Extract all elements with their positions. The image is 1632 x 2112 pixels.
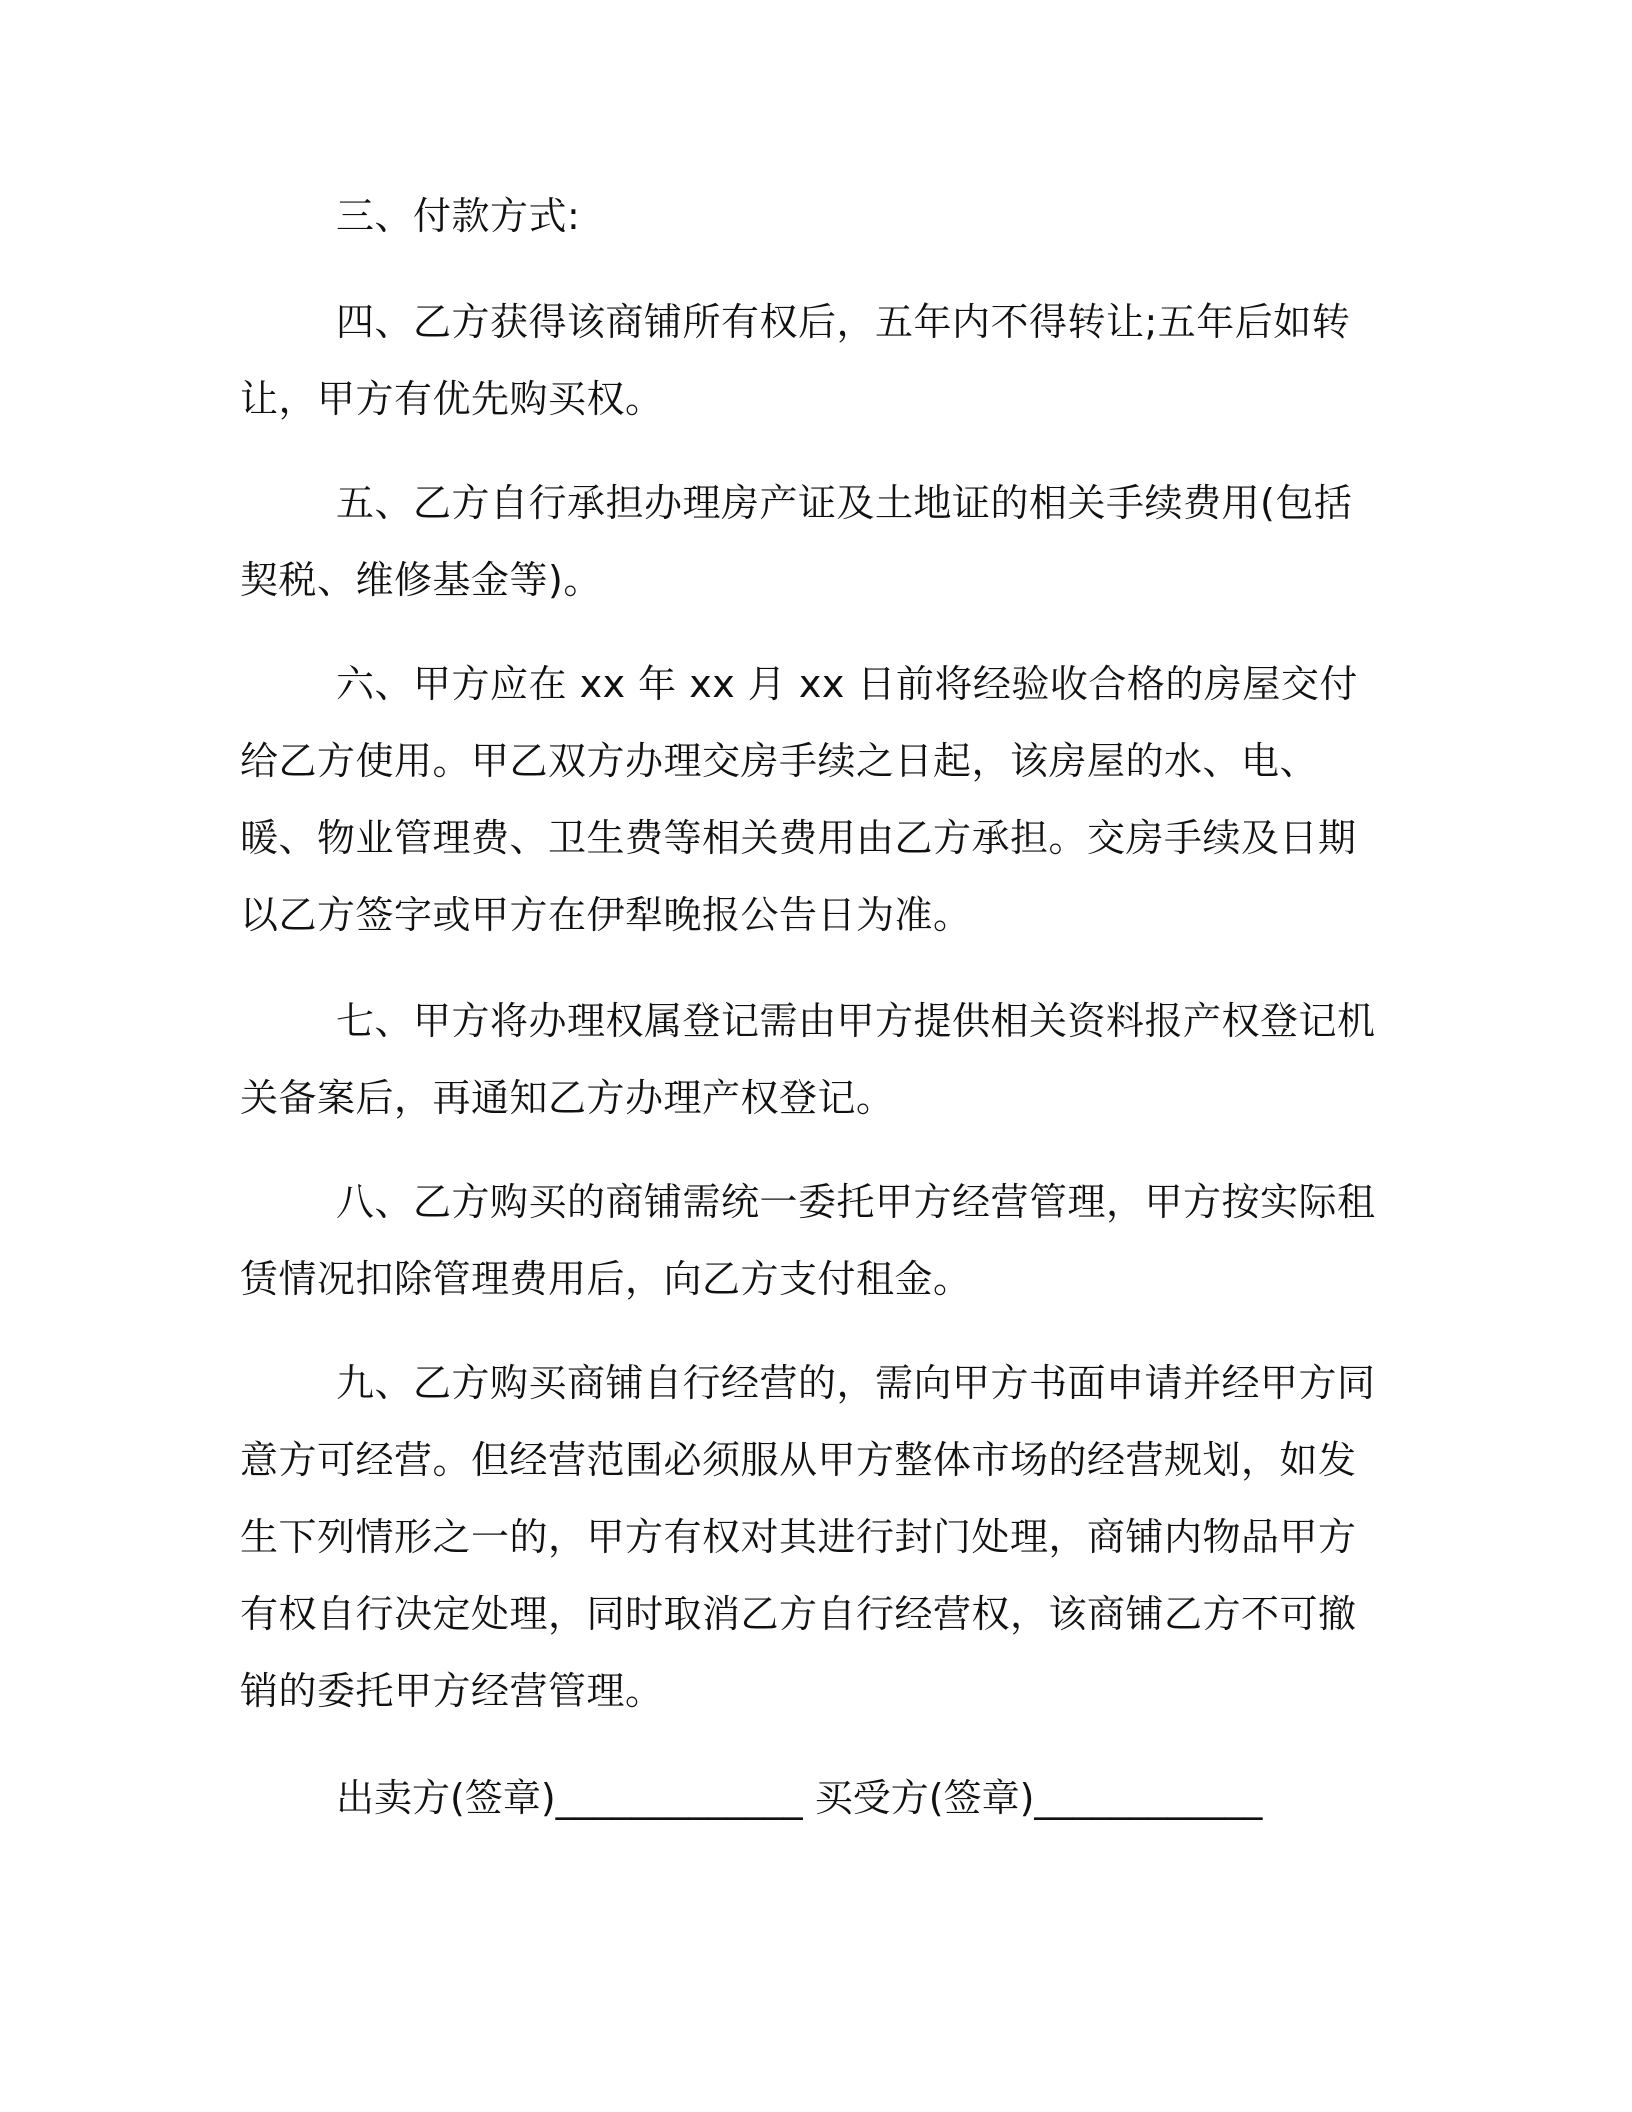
clause-4-transfer: 四、乙方获得该商铺所有权后，五年内不得转让;五年后如转让，甲方有优先购买权。: [240, 300, 1351, 421]
clause-8-management: 八、乙方购买的商铺需统一委托甲方经营管理，甲方按实际租赁情况扣除管理费用后，向乙方支付租金。: [240, 1180, 1376, 1301]
buyer-signature-blank: ____________: [1034, 1776, 1263, 1820]
clause-7-registration: 七、甲方将办理权属登记需由甲方提供相关资料报产权登记机关备案后，再通知乙方办理产权登记。: [240, 999, 1376, 1120]
clause-9-self-operation: 九、乙方购买商铺自行经营的，需向甲方书面申请并经甲方同意方可经营。但经营范围必须服从甲方整体市场的经营规划，如发生下列情形之一的，甲方有权对其进行封门处理，商铺内物品甲方有权自行决定处理，同时取消乙方自行经营权，该商铺乙方不可撤销的委托甲方经营管理。: [240, 1361, 1376, 1713]
clause-6-delivery: 六、甲方应在 xx 年 xx 月 xx 日前将经验收合格的房屋交付给乙方使用。甲乙双方办理交房手续之日起，该房屋的水、电、暖、物业管理费、卫生费等相关费用由乙方承担。交房手续及日期以乙方签字或甲方在伊犁晚报公告日为准。: [240, 662, 1358, 937]
clause-5-fees: 五、乙方自行承担办理房产证及土地证的相关手续费用(包括契税、维修基金等)。: [240, 481, 1353, 602]
seller-signature-blank: _____________: [555, 1776, 803, 1820]
clause-3-payment: 三、付款方式:: [336, 194, 581, 238]
seller-signature-label: 出卖方(签章): [336, 1776, 556, 1820]
signature-line: [240, 1760, 1390, 1837]
buyer-signature-label: 买受方(签章): [814, 1776, 1035, 1820]
